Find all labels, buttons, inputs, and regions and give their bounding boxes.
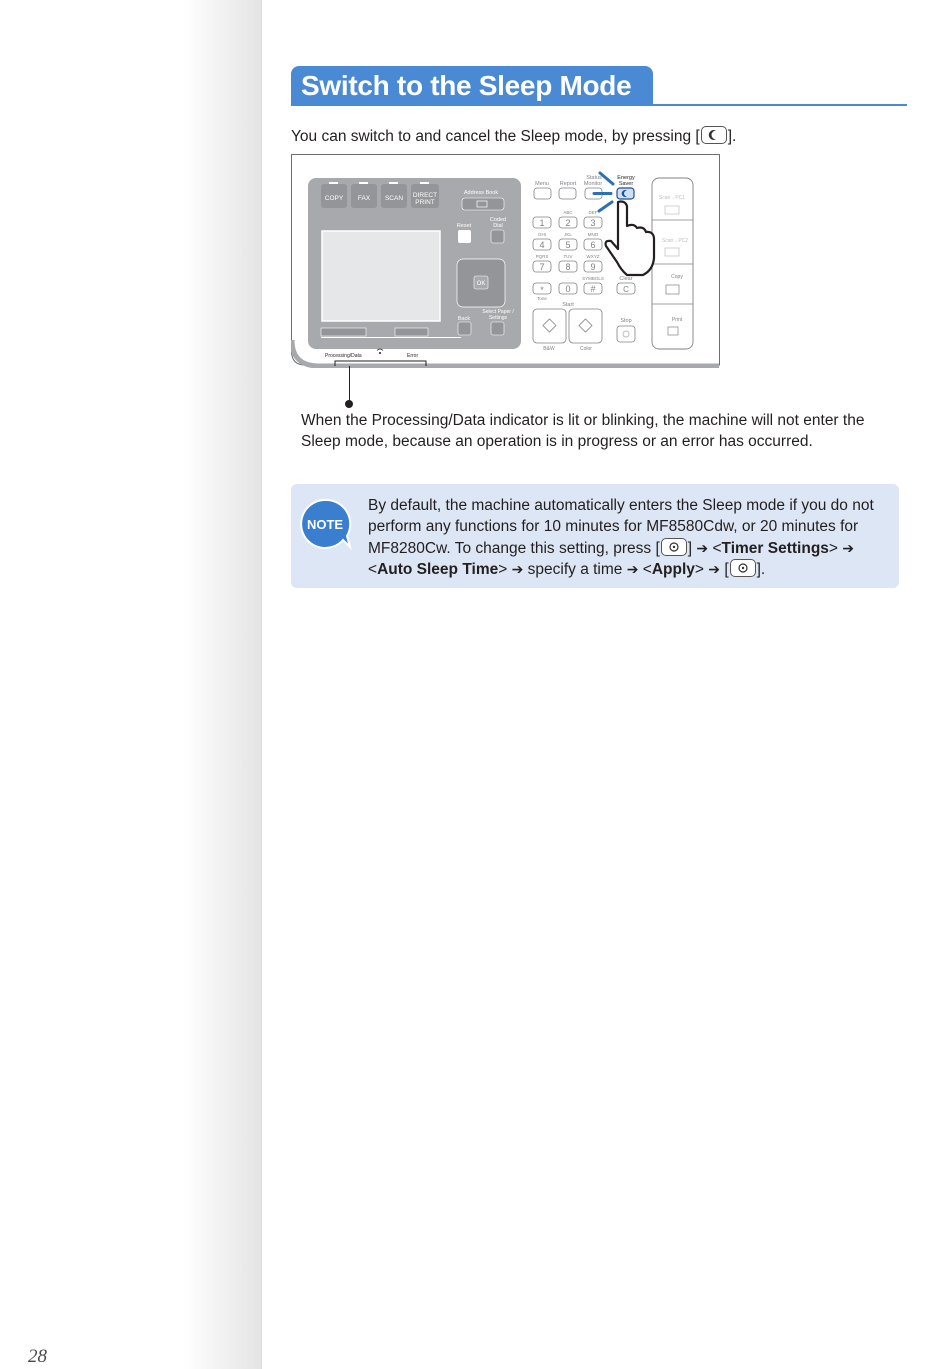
svg-text:ABC: ABC — [563, 210, 573, 215]
address-book-label: Address Book — [463, 190, 499, 196]
note-lt-1: < — [712, 539, 722, 557]
menu-key-icon — [730, 559, 756, 577]
svg-text:*: * — [540, 285, 544, 295]
dial-label: Dial — [493, 223, 503, 229]
right-arrow-icon: ➔ — [842, 539, 855, 556]
svg-text:MNO: MNO — [587, 232, 599, 237]
energy-saver-key — [617, 188, 634, 199]
note-gt-3: > — [694, 561, 704, 579]
secure-print-label: Print — [671, 317, 683, 323]
svg-text:1: 1 — [539, 218, 545, 228]
auto-sleep-time-label: Auto Sleep Time — [377, 561, 499, 579]
clear-label: Clear — [619, 276, 633, 282]
copy-key: COPY — [324, 195, 344, 202]
note-gt-1: > — [828, 539, 838, 557]
monitor-label: Monitor — [583, 181, 603, 187]
apply-label: Apply — [651, 561, 695, 579]
fax-key: FAX — [357, 195, 371, 202]
indicator-caption: When the Processing/Data indicator is lit or blinking, the machine will not enter the Sleep mode, because an operation is in progress or an error has occurred. — [301, 412, 865, 450]
svg-text:#: # — [590, 284, 596, 294]
note-lt-3: < — [642, 561, 652, 579]
svg-text:0: 0 — [565, 284, 571, 294]
coded-label: Coded — [489, 217, 507, 223]
right-arrow-icon: ➔ — [696, 539, 709, 556]
svg-text:SYMBOLS: SYMBOLS — [582, 276, 604, 281]
start-color-key — [569, 309, 602, 343]
note-gt-2: > — [498, 561, 508, 579]
error-label: Error — [407, 353, 419, 359]
status-label: Status — [586, 175, 602, 181]
ok-label: OK — [476, 281, 486, 287]
note-body: By default, the machine automatically enters the Sleep mode if you do not perform any functions for 10 minutes for MF8580Cdw, or 20 minutes for MF8280Cw. To change this setting, press [ — [368, 497, 874, 557]
intro-paragraph — [291, 126, 736, 146]
note-lt-2: < — [368, 561, 378, 579]
right-arrow-icon: ➔ — [511, 561, 524, 578]
heading-rule — [291, 104, 907, 106]
svg-text:2: 2 — [565, 218, 571, 228]
scan-pc1-label: Scan→PC1 — [658, 195, 686, 201]
menu-label: Menu — [535, 181, 549, 187]
svg-text:GHI: GHI — [537, 232, 547, 237]
page-number: 28 — [28, 1346, 47, 1367]
svg-text:4: 4 — [539, 240, 545, 250]
svg-text:5: 5 — [565, 240, 571, 250]
processing-data-label: Processing/Data — [325, 353, 362, 359]
energy-saver-moon-icon — [701, 126, 727, 144]
section-heading — [291, 66, 907, 106]
right-arrow-icon: ➔ — [708, 561, 720, 578]
energy-label: Energy — [617, 175, 635, 181]
print-key-label: PRINT — [415, 199, 435, 206]
svg-text:TUV: TUV — [563, 254, 573, 259]
id-copy-label: Copy — [671, 274, 683, 280]
stop-label: Stop — [620, 318, 632, 324]
svg-text:7: 7 — [539, 262, 545, 272]
note-text — [368, 496, 883, 581]
svg-text:9: 9 — [590, 262, 596, 272]
note-bracket-2: [ — [724, 561, 729, 579]
intro-text: You can switch to and cancel the Sleep mode, by pressing [ — [291, 128, 700, 145]
numeric-keypad — [533, 210, 604, 301]
note-bracket-1: ] — [687, 539, 693, 557]
back-label: Back — [457, 316, 471, 322]
page-title: Switch to the Sleep Mode — [301, 70, 632, 101]
callout-dot — [345, 400, 353, 408]
scan-pc2-label: Scan→PC2 — [661, 238, 689, 244]
svg-text:DEF: DEF — [588, 210, 598, 215]
one-touch-column — [652, 178, 693, 349]
reset-label: Reset — [456, 223, 472, 229]
note-end: ]. — [756, 561, 766, 579]
svg-text:PQRS: PQRS — [535, 254, 549, 259]
svg-text:6: 6 — [590, 240, 596, 250]
lcd-screen — [322, 231, 440, 321]
start-label: Start — [562, 302, 574, 308]
note-box — [291, 484, 899, 588]
start-bw-key — [533, 309, 566, 343]
settings-label: Settings — [488, 315, 508, 321]
svg-text:8: 8 — [565, 262, 571, 272]
saver-label: Saver — [618, 181, 634, 187]
svg-text:Tone: Tone — [537, 296, 547, 301]
direct-key-label: DIRECT — [412, 192, 438, 199]
page-margin-edge — [261, 0, 262, 1369]
report-label: Report — [559, 181, 577, 187]
intro-text-end: ]. — [727, 128, 737, 145]
bw-label: B&W — [543, 346, 555, 352]
note-badge-label: NOTE — [306, 517, 344, 532]
svg-text:WXYZ: WXYZ — [586, 254, 600, 259]
color-label: Color — [580, 346, 592, 352]
svg-text:JKL: JKL — [564, 232, 572, 237]
right-arrow-icon: ➔ — [626, 561, 639, 578]
svg-text:3: 3 — [590, 218, 596, 228]
control-panel-illustration — [291, 154, 720, 368]
note-badge-icon — [297, 496, 353, 552]
clear-key: C — [623, 285, 629, 294]
select-paper-label: Select Paper / — [482, 309, 514, 315]
timer-settings-label: Timer Settings — [721, 539, 829, 557]
specify-time-text: specify a time — [527, 561, 623, 579]
page-margin-shade — [0, 0, 262, 1369]
callout-line — [349, 366, 350, 403]
menu-key-icon — [661, 538, 687, 556]
scan-key: SCAN — [384, 195, 404, 202]
